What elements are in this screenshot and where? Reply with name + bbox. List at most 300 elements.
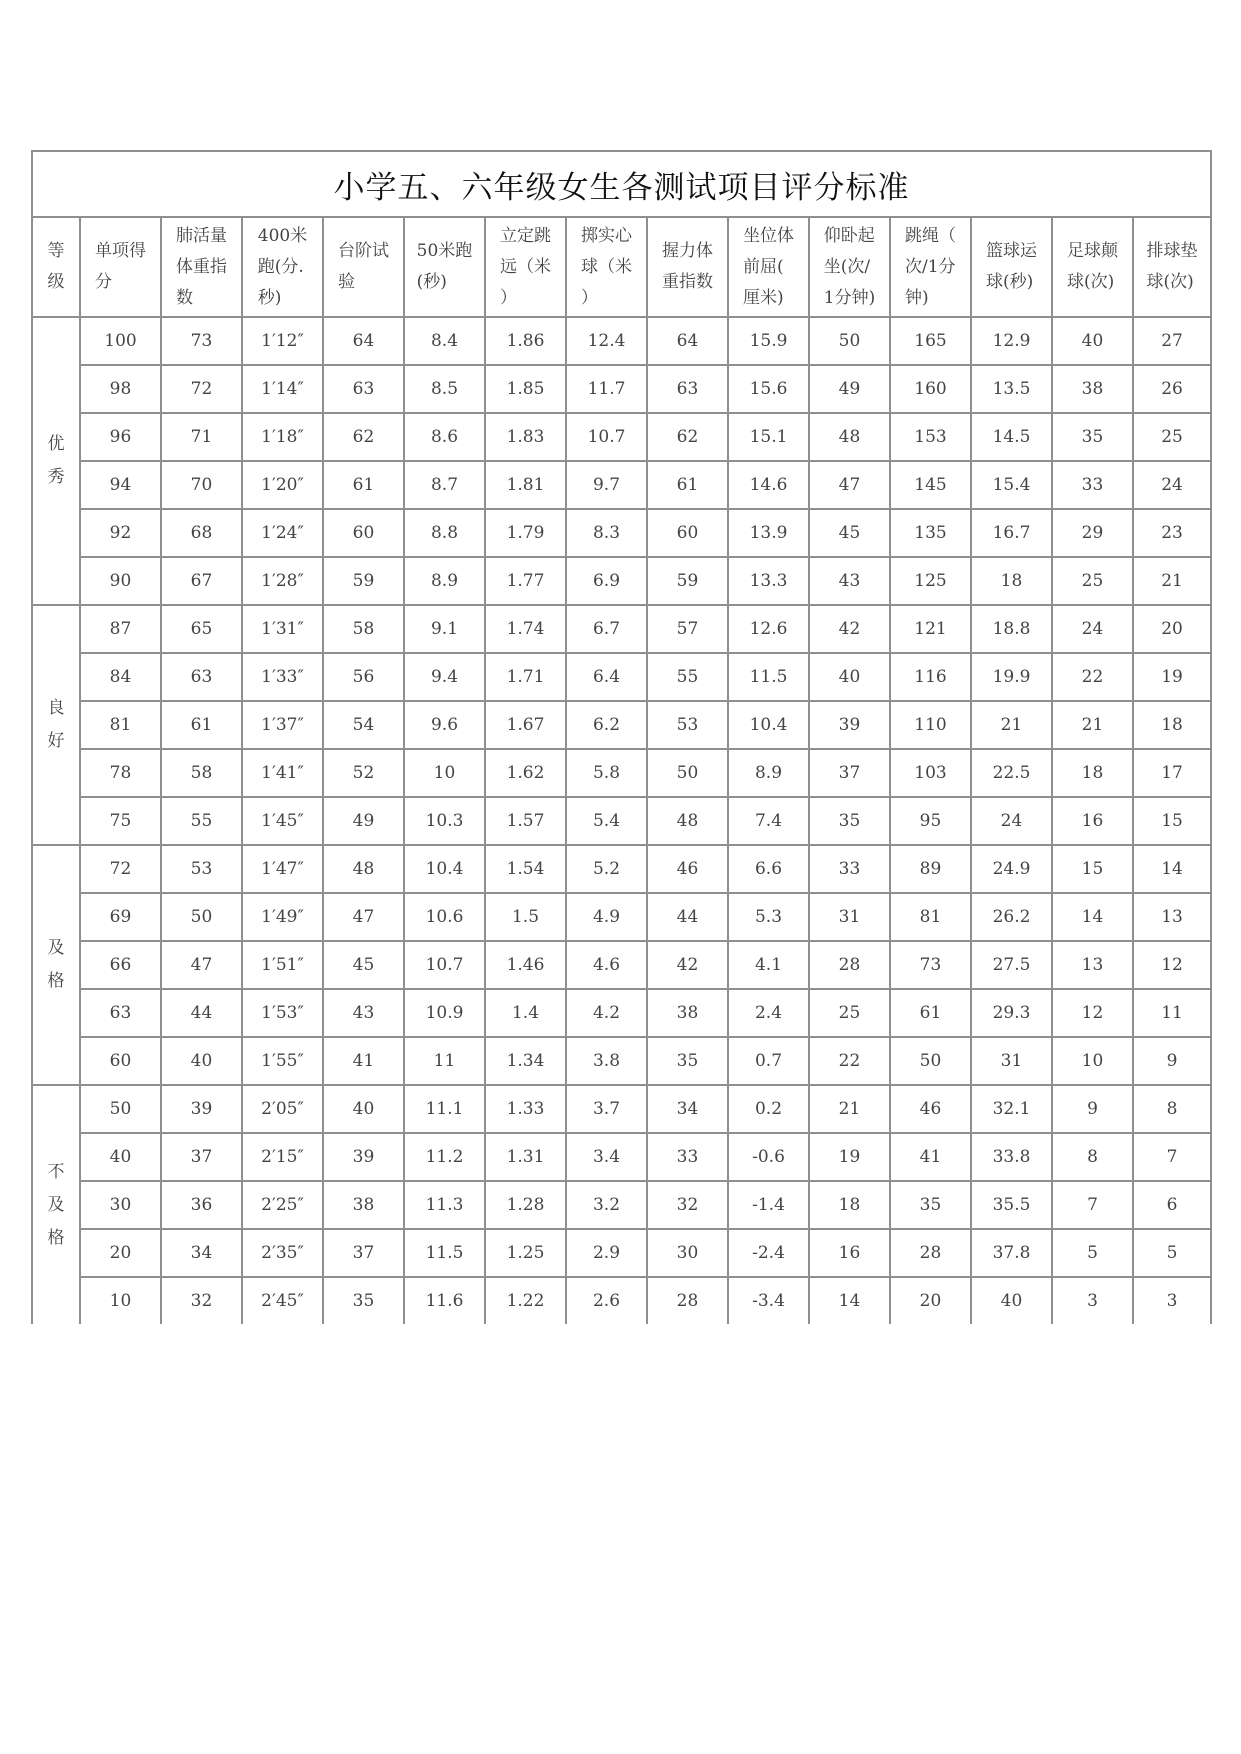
- table-cell: 22.5: [971, 749, 1052, 797]
- table-cell: 35: [890, 1181, 971, 1229]
- table-cell: 21: [1133, 557, 1211, 605]
- table-cell: 8.7: [404, 461, 485, 509]
- table-cell: 58: [161, 749, 242, 797]
- table-cell: 8: [1133, 1085, 1211, 1133]
- table-cell: 3: [1133, 1277, 1211, 1324]
- table-cell: 61: [161, 701, 242, 749]
- table-cell: 73: [890, 941, 971, 989]
- table-cell: 96: [80, 413, 161, 461]
- table-cell: 4.2: [566, 989, 647, 1037]
- table-cell: 2′45″: [242, 1277, 323, 1324]
- table-cell: 15.6: [728, 365, 809, 413]
- table-cell: 15: [1133, 797, 1211, 845]
- table-cell: 64: [323, 317, 404, 365]
- table-cell: 0.7: [728, 1037, 809, 1085]
- table-cell: 33: [809, 845, 890, 893]
- table-cell: 12: [1133, 941, 1211, 989]
- table-cell: 50: [647, 749, 728, 797]
- column-header: [1133, 217, 1211, 317]
- table-cell: 5.8: [566, 749, 647, 797]
- table-cell: 1.86: [485, 317, 566, 365]
- table-cell: 40: [1052, 317, 1133, 365]
- table-cell: 59: [647, 557, 728, 605]
- table-row: [32, 317, 1211, 365]
- table-cell: 48: [809, 413, 890, 461]
- table-cell: 22: [809, 1037, 890, 1085]
- table-cell: 47: [323, 893, 404, 941]
- table-cell: 48: [647, 797, 728, 845]
- table-cell: 12.4: [566, 317, 647, 365]
- table-cell: 13: [1052, 941, 1133, 989]
- column-header-line: 篮球运: [986, 241, 1037, 261]
- column-header-line: ）: [581, 287, 598, 308]
- table-cell: 68: [161, 509, 242, 557]
- table-cell: 1′45″: [242, 797, 323, 845]
- table-cell: 10: [404, 749, 485, 797]
- column-header-line: 掷实心: [581, 225, 632, 246]
- table-cell: 1′24″: [242, 509, 323, 557]
- column-header-line: 握力体: [662, 241, 713, 261]
- table-cell: 18: [971, 557, 1052, 605]
- table-cell: 63: [161, 653, 242, 701]
- table-cell: 4.1: [728, 941, 809, 989]
- table-cell: 160: [890, 365, 971, 413]
- table-cell: 49: [809, 365, 890, 413]
- table-cell: 1.22: [485, 1277, 566, 1324]
- column-header-line: 球(秒): [986, 272, 1034, 292]
- table-cell: 1′14″: [242, 365, 323, 413]
- grade-label: 良好: [47, 698, 65, 751]
- table-cell: 24: [1133, 461, 1211, 509]
- table-cell: 1′28″: [242, 557, 323, 605]
- table-cell: 30: [80, 1181, 161, 1229]
- table-cell: 6.7: [566, 605, 647, 653]
- table-cell: 13.3: [728, 557, 809, 605]
- table-cell: 11: [1133, 989, 1211, 1037]
- table-cell: 1′20″: [242, 461, 323, 509]
- table-cell: 32: [647, 1181, 728, 1229]
- table-cell: 5.2: [566, 845, 647, 893]
- table-cell: -2.4: [728, 1229, 809, 1277]
- table-cell: 1′31″: [242, 605, 323, 653]
- column-header-line: 重指数: [662, 272, 713, 292]
- table-cell: 21: [971, 701, 1052, 749]
- table-cell: 145: [890, 461, 971, 509]
- table-cell: 20: [890, 1277, 971, 1324]
- table-cell: 35: [647, 1037, 728, 1085]
- table-cell: 24: [1052, 605, 1133, 653]
- table-cell: 1.79: [485, 509, 566, 557]
- table-cell: 25: [1133, 413, 1211, 461]
- table-cell: 17: [1133, 749, 1211, 797]
- table-cell: 25: [1052, 557, 1133, 605]
- table-cell: 98: [80, 365, 161, 413]
- table-cell: 32: [161, 1277, 242, 1324]
- column-header-line: 坐位体: [743, 225, 794, 246]
- table-cell: 57: [647, 605, 728, 653]
- table-cell: 6.6: [728, 845, 809, 893]
- table-cell: 46: [647, 845, 728, 893]
- table-cell: 65: [161, 605, 242, 653]
- table-cell: 10.7: [404, 941, 485, 989]
- table-cell: 10.4: [404, 845, 485, 893]
- table-cell: 12.9: [971, 317, 1052, 365]
- table-cell: 10: [80, 1277, 161, 1324]
- column-header: [566, 217, 647, 317]
- column-header-line: 50米跑: [416, 241, 473, 261]
- table-cell: 11.2: [404, 1133, 485, 1181]
- column-header-line: 验: [338, 272, 355, 292]
- table-cell: 78: [80, 749, 161, 797]
- table-cell: 7: [1052, 1181, 1133, 1229]
- table-cell: 7.4: [728, 797, 809, 845]
- table-cell: 44: [647, 893, 728, 941]
- table-cell: 1.34: [485, 1037, 566, 1085]
- table-row: [32, 365, 1211, 413]
- table-cell: 1.25: [485, 1229, 566, 1277]
- table-cell: 1′53″: [242, 989, 323, 1037]
- grade-label: 不及格: [47, 1161, 65, 1248]
- table-cell: 35: [809, 797, 890, 845]
- table-cell: 1′37″: [242, 701, 323, 749]
- table-cell: 81: [80, 701, 161, 749]
- table-cell: 35: [1052, 413, 1133, 461]
- table-cell: 40: [323, 1085, 404, 1133]
- table-cell: 0.2: [728, 1085, 809, 1133]
- table-row: [32, 1277, 1211, 1324]
- table-cell: 8.8: [404, 509, 485, 557]
- column-header-line: ）: [500, 287, 517, 308]
- scoring-table: [31, 150, 1212, 1324]
- table-row: [32, 941, 1211, 989]
- table-cell: 8: [1052, 1133, 1133, 1181]
- column-header-line: 球（米: [581, 256, 632, 277]
- table-cell: -0.6: [728, 1133, 809, 1181]
- table-cell: 1.28: [485, 1181, 566, 1229]
- header-row: [32, 217, 1211, 317]
- table-cell: 39: [809, 701, 890, 749]
- column-header: [485, 217, 566, 317]
- table-cell: 84: [80, 653, 161, 701]
- table-cell: 9.4: [404, 653, 485, 701]
- table-cell: 19.9: [971, 653, 1052, 701]
- table-cell: 21: [1052, 701, 1133, 749]
- table-cell: 8.9: [728, 749, 809, 797]
- table-cell: 61: [890, 989, 971, 1037]
- table-cell: 43: [809, 557, 890, 605]
- table-cell: 28: [890, 1229, 971, 1277]
- table-cell: 11.5: [728, 653, 809, 701]
- table-cell: 28: [809, 941, 890, 989]
- column-header-line: 体重指: [176, 256, 227, 277]
- column-header-line: 级: [47, 272, 65, 292]
- column-header: [647, 217, 728, 317]
- table-row: [32, 749, 1211, 797]
- table-cell: 2′05″: [242, 1085, 323, 1133]
- table-cell: 35.5: [971, 1181, 1052, 1229]
- grade-cell: [32, 605, 80, 845]
- table-cell: 54: [323, 701, 404, 749]
- table-cell: 25: [809, 989, 890, 1037]
- table-cell: 69: [80, 893, 161, 941]
- table-cell: 89: [890, 845, 971, 893]
- table-cell: 2.4: [728, 989, 809, 1037]
- table-cell: 165: [890, 317, 971, 365]
- table-cell: 55: [647, 653, 728, 701]
- table-cell: 29.3: [971, 989, 1052, 1037]
- table-cell: 13: [1133, 893, 1211, 941]
- table-cell: 29: [1052, 509, 1133, 557]
- table-cell: 8.9: [404, 557, 485, 605]
- table-cell: 37: [809, 749, 890, 797]
- table-row: [32, 413, 1211, 461]
- table-row: [32, 509, 1211, 557]
- column-header-line: 足球颠: [1067, 241, 1118, 261]
- table-cell: 1′12″: [242, 317, 323, 365]
- table-cell: 53: [161, 845, 242, 893]
- table-cell: 26: [1133, 365, 1211, 413]
- column-header-line: 400米: [257, 225, 308, 246]
- table-cell: 11.5: [404, 1229, 485, 1277]
- table-cell: 1.71: [485, 653, 566, 701]
- column-header-line: 秒): [257, 287, 282, 308]
- table-cell: 38: [1052, 365, 1133, 413]
- table-cell: 15.1: [728, 413, 809, 461]
- table-cell: 37: [161, 1133, 242, 1181]
- table-cell: 1.31: [485, 1133, 566, 1181]
- table-cell: 3.2: [566, 1181, 647, 1229]
- table-cell: 1.81: [485, 461, 566, 509]
- table-cell: 87: [80, 605, 161, 653]
- column-header-line: 跑(分.: [257, 256, 304, 277]
- column-header-line: 排球垫: [1146, 241, 1198, 261]
- table-cell: 47: [809, 461, 890, 509]
- table-cell: 34: [161, 1229, 242, 1277]
- table-cell: -1.4: [728, 1181, 809, 1229]
- table-cell: 45: [809, 509, 890, 557]
- grade-label: 优秀: [47, 434, 65, 487]
- table-cell: 50: [80, 1085, 161, 1133]
- table-cell: 11.3: [404, 1181, 485, 1229]
- table-cell: 5: [1133, 1229, 1211, 1277]
- table-cell: 9.6: [404, 701, 485, 749]
- table-cell: 1.4: [485, 989, 566, 1037]
- table-cell: 38: [647, 989, 728, 1037]
- table-cell: 27.5: [971, 941, 1052, 989]
- table-cell: 42: [647, 941, 728, 989]
- table-cell: 14: [809, 1277, 890, 1324]
- table-cell: 64: [647, 317, 728, 365]
- column-header-line: 立定跳: [500, 225, 551, 246]
- column-header-line: 分: [95, 272, 112, 292]
- table-cell: 18.8: [971, 605, 1052, 653]
- column-header: [242, 217, 323, 317]
- table-cell: 60: [323, 509, 404, 557]
- table-row: [32, 1037, 1211, 1085]
- table-row: [32, 893, 1211, 941]
- table-cell: 34: [647, 1085, 728, 1133]
- table-cell: 15.4: [971, 461, 1052, 509]
- table-cell: 60: [647, 509, 728, 557]
- table-title: 小学五、六年级女生各测试项目评分标准: [32, 151, 1211, 217]
- table-cell: 23: [1133, 509, 1211, 557]
- column-header-line: 台阶试: [338, 241, 389, 261]
- table-cell: 13.9: [728, 509, 809, 557]
- table-cell: 26.2: [971, 893, 1052, 941]
- table-cell: 10.3: [404, 797, 485, 845]
- table-cell: 8.6: [404, 413, 485, 461]
- table-cell: 55: [161, 797, 242, 845]
- table-cell: 16.7: [971, 509, 1052, 557]
- table-cell: 50: [890, 1037, 971, 1085]
- table-cell: 72: [161, 365, 242, 413]
- table-cell: 2′25″: [242, 1181, 323, 1229]
- table-cell: 3.4: [566, 1133, 647, 1181]
- table-row: [32, 1181, 1211, 1229]
- table-cell: 1′47″: [242, 845, 323, 893]
- table-cell: 10: [1052, 1037, 1133, 1085]
- table-cell: 61: [323, 461, 404, 509]
- scoring-standard-sheet: [31, 150, 1210, 1324]
- table-cell: 33: [647, 1133, 728, 1181]
- table-cell: 95: [890, 797, 971, 845]
- table-cell: 1.83: [485, 413, 566, 461]
- table-cell: 10.6: [404, 893, 485, 941]
- table-cell: 8.4: [404, 317, 485, 365]
- table-cell: 1′55″: [242, 1037, 323, 1085]
- table-cell: 47: [161, 941, 242, 989]
- column-header-line: 肺活量: [176, 225, 227, 246]
- table-cell: 6.4: [566, 653, 647, 701]
- table-cell: 50: [161, 893, 242, 941]
- table-cell: 41: [323, 1037, 404, 1085]
- column-header-line: 坐(次/: [823, 256, 871, 277]
- table-cell: 3.7: [566, 1085, 647, 1133]
- table-cell: 39: [323, 1133, 404, 1181]
- table-cell: 16: [1052, 797, 1133, 845]
- table-cell: 2′15″: [242, 1133, 323, 1181]
- table-cell: 73: [161, 317, 242, 365]
- table-cell: 24: [971, 797, 1052, 845]
- table-cell: 18: [809, 1181, 890, 1229]
- table-cell: 14.6: [728, 461, 809, 509]
- table-cell: 33.8: [971, 1133, 1052, 1181]
- table-cell: 36: [161, 1181, 242, 1229]
- table-cell: 14.5: [971, 413, 1052, 461]
- column-header-line: 单项得: [95, 241, 146, 261]
- column-header: [728, 217, 809, 317]
- table-cell: 121: [890, 605, 971, 653]
- table-row: [32, 701, 1211, 749]
- column-header-line: 仰卧起: [823, 225, 875, 246]
- table-cell: 19: [809, 1133, 890, 1181]
- table-row: [32, 653, 1211, 701]
- table-cell: 60: [80, 1037, 161, 1085]
- table-cell: 11.7: [566, 365, 647, 413]
- table-cell: 46: [890, 1085, 971, 1133]
- table-cell: 11: [404, 1037, 485, 1085]
- table-cell: 28: [647, 1277, 728, 1324]
- table-cell: 2′35″: [242, 1229, 323, 1277]
- table-cell: 21: [809, 1085, 890, 1133]
- table-cell: 81: [890, 893, 971, 941]
- table-cell: 11.1: [404, 1085, 485, 1133]
- table-cell: 53: [647, 701, 728, 749]
- table-row: [32, 605, 1211, 653]
- table-cell: 49: [323, 797, 404, 845]
- table-cell: 41: [890, 1133, 971, 1181]
- table-cell: 2.9: [566, 1229, 647, 1277]
- table-cell: 6.9: [566, 557, 647, 605]
- table-cell: 35: [323, 1277, 404, 1324]
- table-cell: 50: [809, 317, 890, 365]
- table-cell: 63: [647, 365, 728, 413]
- table-cell: 153: [890, 413, 971, 461]
- column-header: [890, 217, 971, 317]
- table-cell: 6.2: [566, 701, 647, 749]
- table-cell: 12: [1052, 989, 1133, 1037]
- table-cell: 61: [647, 461, 728, 509]
- column-header: [404, 217, 485, 317]
- table-row: [32, 845, 1211, 893]
- table-cell: 1′41″: [242, 749, 323, 797]
- table-cell: 56: [323, 653, 404, 701]
- table-cell: 19: [1133, 653, 1211, 701]
- column-header: [80, 217, 161, 317]
- table-cell: 15: [1052, 845, 1133, 893]
- table-cell: 4.6: [566, 941, 647, 989]
- table-cell: 9: [1052, 1085, 1133, 1133]
- column-header-line: 次/1分: [905, 256, 956, 277]
- table-cell: 63: [323, 365, 404, 413]
- column-header-line: 跳绳（: [905, 225, 956, 246]
- table-cell: 1.62: [485, 749, 566, 797]
- table-cell: 59: [323, 557, 404, 605]
- table-cell: 18: [1133, 701, 1211, 749]
- column-header-line: 远（米: [500, 256, 551, 277]
- column-header-line: 前屈(: [743, 256, 784, 277]
- table-cell: 10.9: [404, 989, 485, 1037]
- table-cell: 1.67: [485, 701, 566, 749]
- table-cell: 1.54: [485, 845, 566, 893]
- table-cell: 20: [80, 1229, 161, 1277]
- column-header: [809, 217, 890, 317]
- column-header: [161, 217, 242, 317]
- grade-cell: [32, 1085, 80, 1324]
- table-row: [32, 1085, 1211, 1133]
- column-header: [323, 217, 404, 317]
- table-cell: 31: [809, 893, 890, 941]
- table-cell: 9.1: [404, 605, 485, 653]
- column-header-line: 厘米): [743, 287, 784, 308]
- table-cell: 10.7: [566, 413, 647, 461]
- table-cell: 33: [1052, 461, 1133, 509]
- table-cell: 62: [647, 413, 728, 461]
- table-cell: 72: [80, 845, 161, 893]
- table-cell: 2.6: [566, 1277, 647, 1324]
- table-cell: 63: [80, 989, 161, 1037]
- table-cell: 3: [1052, 1277, 1133, 1324]
- table-cell: 27: [1133, 317, 1211, 365]
- table-body: [32, 317, 1211, 1324]
- table-cell: 8.3: [566, 509, 647, 557]
- table-row: [32, 461, 1211, 509]
- table-cell: 14: [1052, 893, 1133, 941]
- table-cell: 1′51″: [242, 941, 323, 989]
- table-cell: 3.8: [566, 1037, 647, 1085]
- grade-cell: [32, 845, 80, 1085]
- column-header: [32, 217, 80, 317]
